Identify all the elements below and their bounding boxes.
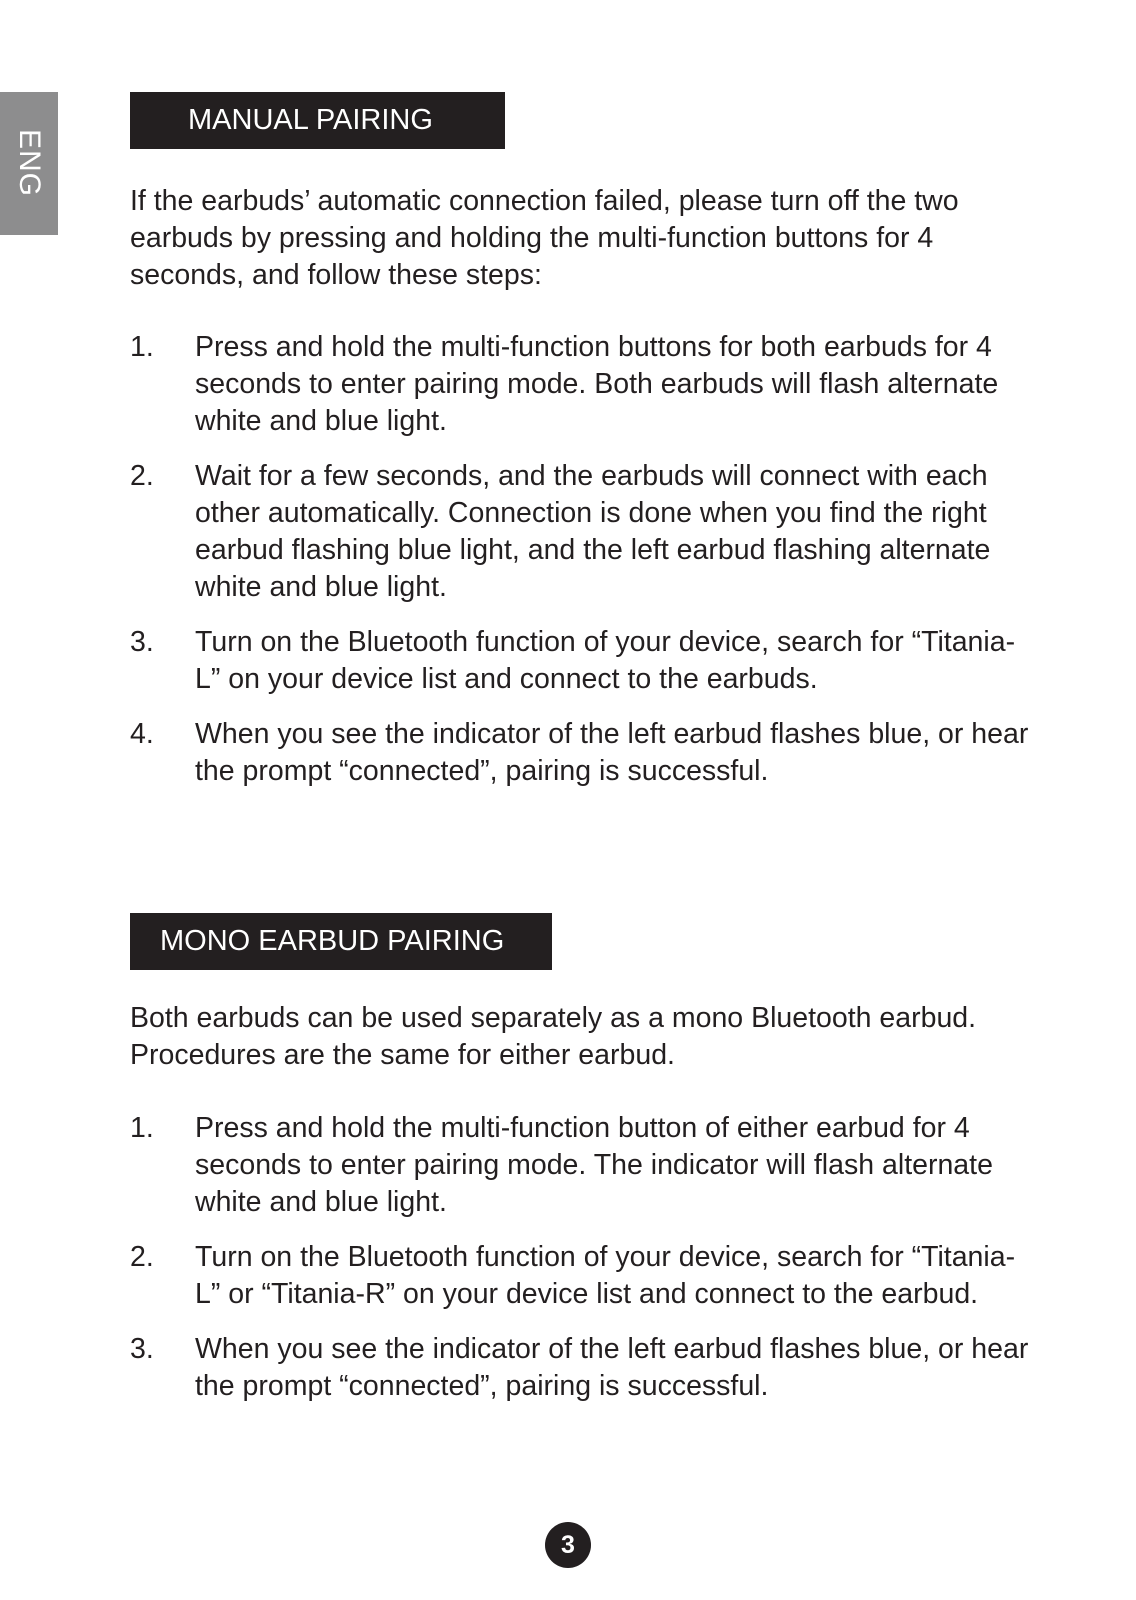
step-number: 3. xyxy=(130,1333,154,1365)
step-text: Press and hold the multi-function button of either earbud for 4 seconds to enter pairing mode. The indicator will flash alternate white and blue light. xyxy=(195,1112,993,1218)
mono-pairing-heading: MONO EARBUD PAIRING xyxy=(130,913,552,970)
language-tab xyxy=(0,92,58,235)
mono-pairing-intro: Both earbuds can be used separately as a mono Bluetooth earbud. Procedures are the same for either earbud. xyxy=(130,1002,977,1071)
list-item xyxy=(130,329,1040,440)
step-number: 4. xyxy=(130,718,154,750)
step-text: When you see the indicator of the left earbud flashes blue, or hear the prompt “connected”, pairing is successful. xyxy=(195,718,1029,787)
page-number: 3 xyxy=(545,1522,591,1568)
manual-pairing-steps xyxy=(130,329,1040,808)
step-number: 2. xyxy=(130,1241,154,1273)
step-text: Wait for a few seconds, and the earbuds will connect with each other automatically. Connection is done when you find the right earbud flashing blue light, and the left earbud flashing alternate white and blue light. xyxy=(195,460,991,603)
list-item xyxy=(130,716,1040,790)
step-number: 2. xyxy=(130,460,154,492)
manual-pairing-intro: If the earbuds’ automatic connection failed, please turn off the two earbuds by pressing and holding the multi-function buttons for 4 seconds, and follow these steps: xyxy=(130,185,959,291)
list-item xyxy=(130,458,1040,606)
list-item xyxy=(130,1239,1040,1313)
language-tab-label: ENG xyxy=(13,128,46,198)
list-item xyxy=(130,1110,1040,1221)
step-number: 1. xyxy=(130,1112,154,1144)
step-text: Turn on the Bluetooth function of your device, search for “Titania-L” or “Titania-R” on your device list and connect to the earbud. xyxy=(195,1241,1016,1310)
step-number: 1. xyxy=(130,331,154,363)
step-text: Press and hold the multi-function buttons for both earbuds for 4 seconds to enter pairing mode. Both earbuds will flash alternate white and blue light. xyxy=(195,331,999,437)
manual-pairing-heading: MANUAL PAIRING xyxy=(130,92,505,149)
list-item xyxy=(130,624,1040,698)
step-text: Turn on the Bluetooth function of your device, search for “Titania-L” on your device list and connect to the earbuds. xyxy=(195,626,1016,695)
step-number: 3. xyxy=(130,626,154,658)
step-text: When you see the indicator of the left earbud flashes blue, or hear the prompt “connected”, pairing is successful. xyxy=(195,1333,1029,1402)
list-item xyxy=(130,1331,1040,1405)
mono-pairing-steps xyxy=(130,1110,1040,1423)
